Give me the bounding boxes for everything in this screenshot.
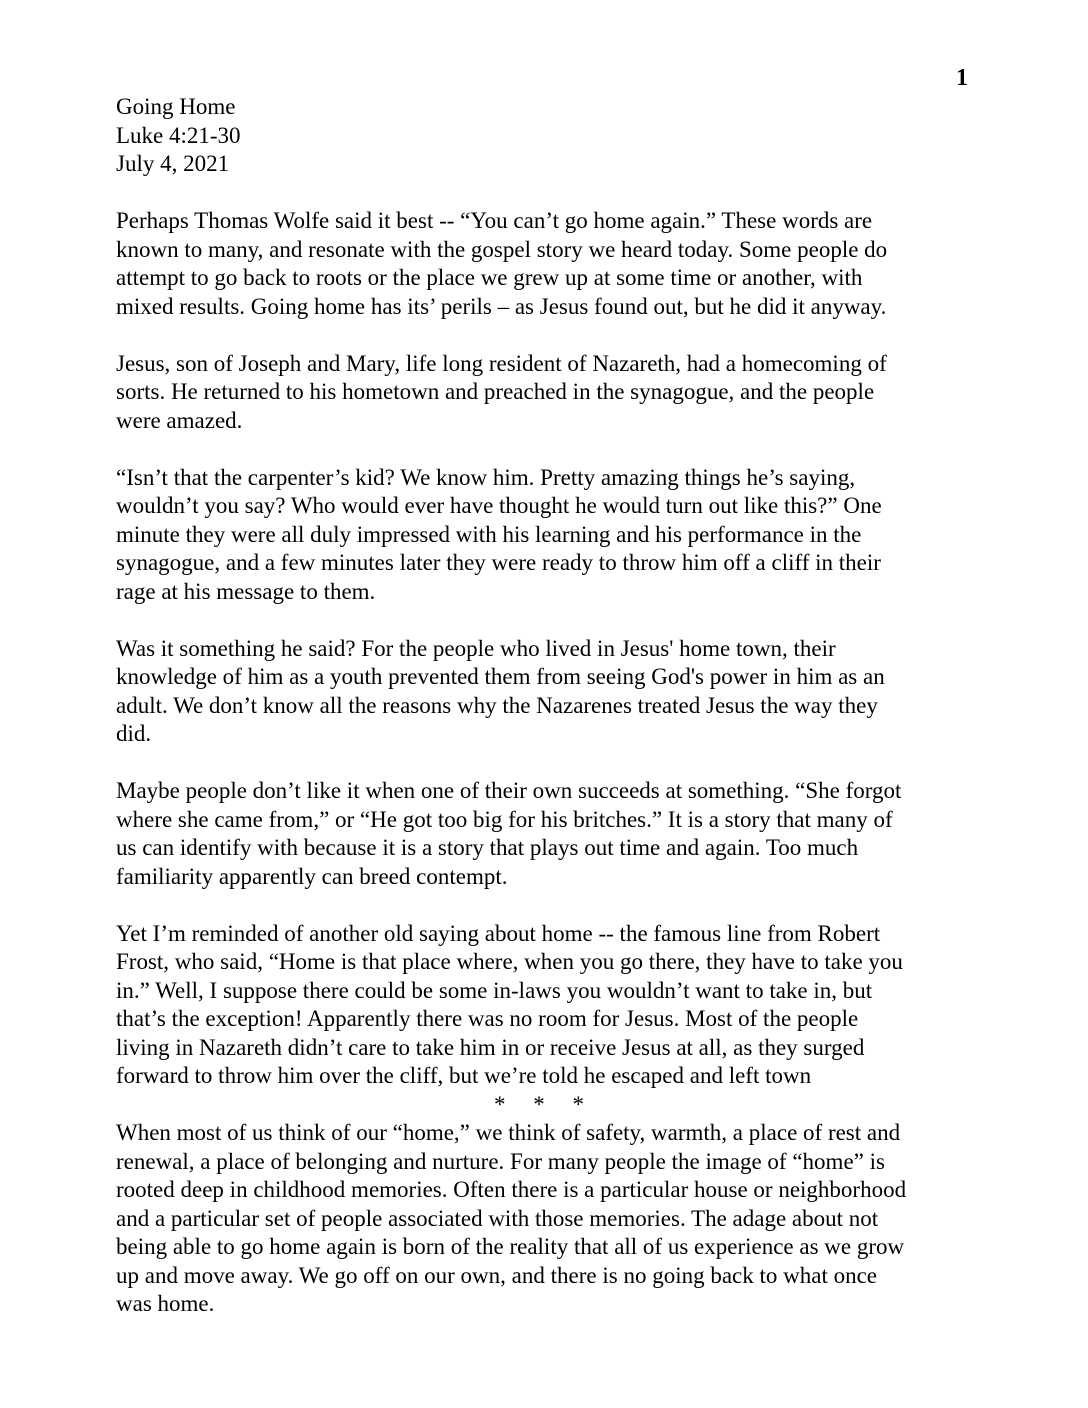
text-line: familiarity apparently can breed contempt. [116, 863, 508, 889]
sermon-header [116, 93, 996, 179]
paragraph-list [116, 207, 996, 1091]
text-line: in.” Well, I suppose there could be some in-laws you wouldn’t want to take in, but [116, 977, 873, 1003]
text-line: adult. We don’t know all the reasons why the Nazarenes treated Jesus the way they [116, 692, 878, 718]
paragraph-final [116, 1119, 996, 1319]
scripture-reference: Luke 4:21-30 [116, 122, 241, 148]
text-line: knowledge of him as a youth prevented them from seeing God's power in him as an [116, 664, 885, 689]
text-line: forward to throw him over the cliff, but we’re told he escaped and left town [116, 1063, 812, 1088]
paragraph [116, 464, 996, 607]
text-line: synagogue, and a few minutes later they were ready to throw him off a cliff in their [116, 550, 881, 575]
paragraph [116, 350, 996, 436]
section-separator: * * * [494, 1091, 584, 1117]
text-line: rooted deep in childhood memories. Often there is a particular house or neighborhood [116, 1177, 907, 1202]
text-line: was home. [116, 1291, 215, 1316]
text-line: Jesus, son of Joseph and Mary, life long resident of Nazareth, had a homecoming of [116, 350, 887, 376]
paragraph [116, 207, 996, 321]
text-line: rage at his message to them. [116, 578, 376, 604]
text-line: wouldn’t you say? Who would ever have thought he would turn out like this?” One [116, 493, 882, 518]
text-line: attempt to go back to roots or the place we grew up at some time or another, with [116, 265, 863, 290]
text-line: sorts. He returned to his hometown and preached in the synagogue, and the people [116, 379, 875, 404]
text-line: up and move away. We go off on our own, and there is no going back to what once [116, 1262, 878, 1288]
text-line: mixed results. Going home has its’ perils – as Jesus found out, but he did it anyway. [116, 293, 887, 319]
text-line: did. [116, 721, 152, 746]
sermon-body [116, 93, 996, 1319]
text-line: Was it something he said? For the people who lived in Jesus' home town, their [116, 635, 836, 661]
text-line: Frost, who said, “Home is that place where, when you go there, they have to take you [116, 949, 903, 974]
text-line: where she came from,” or “He got too big for his britches.” It is a story that many of [116, 806, 893, 832]
text-line: renewal, a place of belonging and nurture. For many people the image of “home” is [116, 1148, 885, 1174]
text-line: us can identify with because it is a story that plays out time and again. Too much [116, 835, 859, 860]
text-line: living in Nazareth didn’t care to take him in or receive Jesus at all, as they surged [116, 1034, 865, 1060]
text-line: “Isn’t that the carpenter’s kid? We know him. Pretty amazing things he’s saying, [116, 464, 856, 490]
paragraph [116, 635, 996, 749]
paragraph [116, 777, 996, 891]
text-line: minute they were all duly impressed with his learning and his performance in the [116, 521, 862, 547]
paragraph [116, 920, 996, 1091]
text-line: were amazed. [116, 407, 243, 433]
text-line: that’s the exception! Apparently there was no room for Jesus. Most of the people [116, 1006, 859, 1031]
text-line: and a particular set of people associated with those memories. The adage about not [116, 1205, 879, 1231]
sermon-title: Going Home [116, 94, 236, 119]
text-line: Yet I’m reminded of another old saying about home -- the famous line from Robert [116, 920, 881, 946]
text-line: Maybe people don’t like it when one of their own succeeds at something. “She forgot [116, 778, 902, 803]
page-number: 1 [956, 65, 968, 91]
text-line: When most of us think of our “home,” we think of safety, warmth, a place of rest and [116, 1120, 901, 1145]
text-line: Perhaps Thomas Wolfe said it best -- “You can’t go home again.” These words are [116, 208, 873, 233]
sermon-date: July 4, 2021 [116, 151, 230, 176]
text-line: known to many, and resonate with the gospel story we heard today. Some people do [116, 236, 888, 262]
text-line: being able to go home again is born of the reality that all of us experience as we grow [116, 1234, 905, 1259]
